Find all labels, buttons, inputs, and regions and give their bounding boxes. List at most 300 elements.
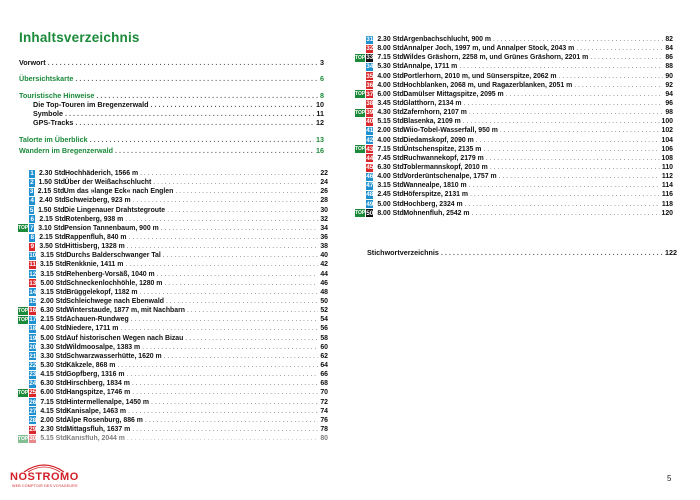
leader-dots bbox=[559, 73, 664, 80]
tour-row[interactable] bbox=[18, 407, 328, 416]
tour-name: Schneckenlochhöhle, 1280 m bbox=[66, 279, 163, 287]
tour-duration: 4.15 Std. bbox=[40, 407, 69, 415]
top-badge: TOP bbox=[18, 389, 29, 396]
tour-page: 38 bbox=[320, 243, 328, 251]
tour-row[interactable] bbox=[18, 425, 328, 434]
tour-number-badge: 9 bbox=[30, 243, 35, 251]
tour-duration: 2.45 Std. bbox=[377, 191, 406, 199]
tour-duration: 5.15 Std. bbox=[40, 435, 69, 443]
index-label: Stichwortverzeichnis bbox=[367, 248, 439, 257]
leader-dots bbox=[153, 179, 318, 186]
tour-duration: 3.30 Std. bbox=[40, 352, 69, 360]
tour-row[interactable] bbox=[18, 352, 328, 361]
leader-dots bbox=[469, 109, 663, 116]
tour-duration: 6.30 Std. bbox=[40, 307, 69, 315]
tour-duration: 4.00 Std. bbox=[377, 81, 406, 89]
tour-number-badge: 45 bbox=[366, 164, 374, 172]
index-entry[interactable] bbox=[367, 248, 677, 257]
tour-page: 60 bbox=[320, 343, 328, 351]
leader-dots bbox=[142, 344, 318, 351]
tour-page: 42 bbox=[320, 261, 328, 269]
tour-number-badge: 19 bbox=[29, 334, 37, 342]
tour-row[interactable] bbox=[355, 108, 673, 117]
tour-name: Renkknie, 1411 m bbox=[65, 261, 124, 269]
tour-page: 70 bbox=[320, 389, 328, 397]
tour-name: Glatthorn, 2134 m bbox=[403, 100, 462, 108]
tour-page: 30 bbox=[320, 206, 328, 214]
tour-number-badge: 12 bbox=[29, 270, 37, 278]
tour-duration: 2.15 Std. bbox=[37, 188, 67, 196]
tour-row[interactable] bbox=[18, 398, 328, 407]
tour-page: 64 bbox=[320, 362, 328, 370]
tour-duration: 2.30 Std. bbox=[38, 170, 68, 178]
tour-page: 96 bbox=[665, 100, 673, 108]
tour-number-badge: 46 bbox=[366, 173, 374, 181]
tour-name: Zafernhorn, 2107 m bbox=[403, 109, 467, 117]
leader-dots bbox=[131, 316, 319, 323]
tour-row[interactable] bbox=[18, 260, 328, 269]
tour-number-badge: 36 bbox=[366, 81, 374, 89]
tour-duration: 6.00 Std. bbox=[40, 389, 69, 397]
tour-name: Schwarzwasserhütte, 1620 m bbox=[66, 352, 162, 360]
tour-number-badge: 8 bbox=[30, 234, 35, 242]
leader-dots bbox=[459, 63, 663, 70]
tour-name: Hirschberg, 1834 m bbox=[66, 380, 130, 388]
tour-page: 118 bbox=[661, 200, 673, 208]
tour-name: Schleichwege nach Ebenwald bbox=[66, 298, 164, 306]
leader-dots bbox=[506, 91, 664, 98]
tour-duration: 1.50 Std. bbox=[38, 206, 67, 214]
tour-duration: 3.30 Std. bbox=[40, 343, 69, 351]
leader-dots bbox=[490, 164, 660, 171]
tour-name: Rotenberg, 938 m bbox=[65, 215, 124, 223]
tour-duration: 5.00 Std. bbox=[377, 200, 406, 208]
tour-name: Damülser Mittagspitze, 2095 m bbox=[403, 90, 504, 98]
tour-duration: 8.00 Std. bbox=[377, 45, 406, 53]
tour-name: Rappenfluh, 840 m bbox=[65, 234, 127, 242]
section-page: 16 bbox=[316, 146, 324, 156]
tour-number-badge: 3 bbox=[29, 188, 34, 196]
tour-number-badge: 1 bbox=[30, 170, 34, 178]
tour-row[interactable] bbox=[18, 388, 328, 397]
tour-number-badge: 39 bbox=[366, 109, 374, 117]
tour-number-badge: 17 bbox=[29, 316, 37, 324]
tour-duration: 2.15 Std. bbox=[39, 234, 68, 242]
tour-duration: 4.00 Std. bbox=[377, 72, 406, 80]
tour-duration: 2.00 Std. bbox=[40, 416, 69, 424]
tour-row[interactable] bbox=[355, 44, 673, 53]
tour-page: 52 bbox=[320, 307, 328, 315]
tour-duration: 4.00 Std. bbox=[377, 173, 406, 181]
tour-page: 78 bbox=[320, 426, 328, 433]
tour-row[interactable] bbox=[355, 117, 673, 126]
tour-duration: 5.15 Std. bbox=[377, 118, 406, 126]
tour-page: 68 bbox=[320, 380, 328, 388]
leader-dots bbox=[117, 362, 318, 369]
tour-number-badge: 27 bbox=[29, 407, 37, 415]
leader-dots bbox=[499, 173, 660, 180]
tour-duration: 1.50 Std. bbox=[38, 179, 67, 187]
tour-row[interactable] bbox=[18, 315, 328, 324]
tour-row[interactable] bbox=[18, 242, 328, 251]
tour-row[interactable] bbox=[18, 178, 328, 187]
tour-name: Um das »lange Eck« nach Englen bbox=[63, 188, 174, 196]
tour-row[interactable] bbox=[355, 136, 673, 145]
tour-number-badge: 44 bbox=[366, 154, 374, 162]
tour-page: 24 bbox=[320, 179, 328, 187]
leader-dots bbox=[476, 137, 660, 144]
tour-row[interactable] bbox=[18, 297, 328, 306]
tour-page: 94 bbox=[665, 90, 673, 98]
tour-page: 36 bbox=[320, 234, 328, 242]
tour-number-badge: 47 bbox=[366, 182, 374, 190]
tour-row[interactable] bbox=[355, 209, 673, 218]
tour-page: 116 bbox=[661, 191, 673, 199]
leader-dots bbox=[472, 210, 660, 217]
tour-name: Hangspitze, 1746 m bbox=[66, 389, 131, 397]
tour-row[interactable] bbox=[355, 154, 673, 163]
tour-duration: 7.15 Std. bbox=[40, 398, 69, 406]
leader-dots bbox=[469, 182, 660, 189]
leader-dots bbox=[164, 280, 318, 287]
tour-duration: 8.00 Std. bbox=[377, 209, 406, 217]
leader-dots bbox=[128, 408, 318, 415]
tour-page: 112 bbox=[661, 173, 673, 181]
top-badge: TOP bbox=[355, 54, 366, 61]
tour-name: Die Lingenauer Drahtstegroute bbox=[64, 206, 166, 214]
leader-dots bbox=[120, 325, 318, 332]
tour-row[interactable] bbox=[18, 343, 328, 352]
tour-row[interactable] bbox=[355, 35, 673, 44]
leader-dots bbox=[127, 371, 319, 378]
tour-row[interactable] bbox=[355, 172, 673, 181]
tour-duration: 2.00 Std. bbox=[377, 127, 406, 135]
tour-number-badge: 20 bbox=[29, 343, 37, 351]
leader-dots bbox=[574, 82, 663, 89]
section-label: Übersichtskarte bbox=[19, 74, 74, 84]
leader-dots bbox=[133, 197, 319, 204]
tour-name: Winterstaude, 1877 m, mit Nachbarn bbox=[66, 307, 185, 315]
tour-page: 40 bbox=[320, 252, 328, 260]
tour-page: 120 bbox=[661, 209, 673, 217]
tour-row[interactable] bbox=[355, 200, 673, 209]
tour-page: 34 bbox=[320, 224, 328, 232]
tour-page: 72 bbox=[320, 398, 328, 406]
tour-number-badge: 33 bbox=[366, 54, 374, 62]
section-label: Touristische Hinweise bbox=[19, 90, 95, 100]
section-label: Wandern im Bregenzerwald bbox=[19, 146, 113, 156]
tour-duration: 5.30 Std. bbox=[377, 63, 406, 71]
nostromo-logo bbox=[8, 461, 80, 493]
tour-duration: 2.15 Std. bbox=[40, 316, 69, 324]
tour-row[interactable] bbox=[18, 361, 328, 370]
leader-dots bbox=[157, 271, 319, 278]
tour-number-badge: 10 bbox=[29, 252, 37, 260]
tour-number-badge: 15 bbox=[29, 298, 37, 306]
tour-name: Höferspitze, 2131 m bbox=[403, 191, 469, 199]
leader-dots bbox=[463, 118, 660, 125]
tour-row[interactable] bbox=[355, 126, 673, 135]
top-badge: TOP bbox=[18, 225, 29, 232]
tour-number-badge: 28 bbox=[29, 416, 37, 424]
leader-dots bbox=[161, 225, 319, 232]
tour-row[interactable] bbox=[18, 288, 328, 297]
leader-dots bbox=[486, 155, 660, 162]
leader-dots bbox=[145, 417, 318, 424]
tour-name: Niedere, 1711 m bbox=[66, 325, 119, 333]
tour-row[interactable] bbox=[355, 90, 673, 99]
leader-dots bbox=[132, 380, 318, 387]
toc-section-row[interactable] bbox=[19, 91, 324, 100]
tour-row[interactable] bbox=[355, 190, 673, 199]
tour-name: Auf historischen Wegen nach Bizau bbox=[66, 334, 184, 342]
tour-name: Argenbachschlucht, 900 m bbox=[403, 36, 492, 44]
tour-duration: 4.15 Std. bbox=[40, 371, 69, 379]
tour-page: 54 bbox=[320, 316, 328, 324]
tour-number-badge: 2 bbox=[30, 179, 34, 187]
tour-row[interactable] bbox=[18, 416, 328, 425]
toc-section-row[interactable] bbox=[19, 146, 324, 155]
tour-list-left bbox=[18, 169, 328, 443]
leader-dots bbox=[175, 188, 318, 195]
leader-dots bbox=[140, 170, 318, 177]
tour-row[interactable] bbox=[18, 206, 328, 215]
tour-name: Portlerhorn, 2010 m, und Sünserspitze, 2062 m bbox=[403, 72, 557, 80]
tour-list-right bbox=[355, 35, 673, 218]
tour-page: 56 bbox=[320, 325, 328, 333]
leader-dots bbox=[151, 100, 314, 109]
tour-row[interactable] bbox=[18, 233, 328, 242]
leader-dots bbox=[96, 91, 318, 100]
tour-page: 22 bbox=[320, 170, 328, 178]
tour-page: 58 bbox=[320, 334, 328, 342]
tour-row[interactable] bbox=[355, 72, 673, 81]
tour-page: 82 bbox=[665, 36, 673, 44]
tour-name: Mittagsfluh, 1637 m bbox=[66, 426, 131, 433]
tour-name: Käkzele, 868 m bbox=[66, 362, 116, 370]
leader-dots bbox=[167, 207, 318, 214]
tour-number-badge: 5 bbox=[29, 206, 34, 214]
tour-duration: 2.30 Std. bbox=[377, 36, 406, 44]
tour-name: Hochberg, 2324 m bbox=[403, 200, 463, 208]
leader-dots bbox=[48, 58, 318, 67]
tour-row[interactable] bbox=[18, 224, 328, 233]
toc-section-row[interactable] bbox=[19, 135, 324, 144]
leader-dots bbox=[166, 298, 318, 305]
leader-dots bbox=[493, 36, 663, 43]
tour-row[interactable] bbox=[355, 62, 673, 71]
tour-number-badge: 50 bbox=[366, 209, 374, 217]
tour-row[interactable] bbox=[18, 324, 328, 333]
tour-page: 108 bbox=[661, 154, 673, 162]
tour-name: Annalpe, 1711 m bbox=[403, 63, 458, 71]
tour-row[interactable] bbox=[18, 196, 328, 205]
tour-row[interactable] bbox=[355, 181, 673, 190]
tour-name: Alpe Rosenburg, 886 m bbox=[66, 416, 143, 424]
tour-name: Wildes Gräshorn, 2258 m, und Grünes Gräshorn, 2201 m bbox=[403, 54, 589, 62]
page-title: Inhaltsverzeichnis bbox=[19, 30, 140, 45]
tour-row[interactable] bbox=[18, 215, 328, 224]
section-label: GPS-Tracks bbox=[33, 118, 74, 128]
tour-name: Achauen-Rundweg bbox=[66, 316, 129, 324]
top-badge: TOP bbox=[18, 435, 29, 442]
leader-dots bbox=[75, 118, 314, 127]
tour-number-badge: 13 bbox=[29, 279, 37, 287]
tour-name: Üntschenspitze, 2135 m bbox=[403, 145, 482, 153]
toc-section-row[interactable] bbox=[19, 58, 324, 67]
tour-name: Hochhäderich, 1566 m bbox=[64, 170, 139, 178]
tour-name: Rehenberg-Vorsäß, 1040 m bbox=[66, 270, 155, 278]
tour-name: Kanisalpe, 1463 m bbox=[66, 407, 127, 415]
tour-name: Gopfberg, 1316 m bbox=[66, 371, 125, 379]
leader-dots bbox=[590, 54, 663, 61]
tour-row[interactable] bbox=[355, 53, 673, 62]
tour-name: Schweizberg, 923 m bbox=[65, 197, 131, 205]
tour-number-badge: 29 bbox=[29, 426, 37, 433]
tour-name: Annalper Joch, 1997 m, und Annalper Stock, 2043 m bbox=[403, 45, 575, 53]
tour-number-badge: 18 bbox=[29, 325, 37, 333]
tour-duration: 4.30 Std. bbox=[377, 109, 406, 117]
toc-sections bbox=[19, 58, 324, 155]
tour-page: 28 bbox=[320, 197, 328, 205]
leader-dots bbox=[132, 426, 318, 433]
tour-number-badge: 4 bbox=[30, 197, 34, 205]
tour-page: 50 bbox=[320, 298, 328, 306]
tour-duration: 6.00 Std. bbox=[377, 90, 406, 98]
tour-number-badge: 25 bbox=[29, 389, 37, 397]
tour-row[interactable] bbox=[355, 99, 673, 108]
leader-dots bbox=[163, 252, 319, 259]
toc-section-row[interactable] bbox=[19, 118, 324, 127]
tour-number-badge: 11 bbox=[29, 261, 36, 269]
leader-dots bbox=[127, 243, 319, 250]
tour-duration: 7.15 Std. bbox=[377, 145, 406, 153]
toc-section-row[interactable] bbox=[19, 109, 324, 118]
tour-page: 86 bbox=[665, 54, 673, 62]
leader-dots bbox=[132, 389, 318, 396]
tour-row[interactable] bbox=[18, 169, 328, 178]
tour-number-badge: 30 bbox=[29, 435, 37, 443]
tour-page: 102 bbox=[661, 127, 673, 135]
tour-page: 100 bbox=[661, 118, 673, 126]
tour-row[interactable] bbox=[18, 251, 328, 260]
tour-duration: 3.15 Std. bbox=[40, 252, 69, 260]
tour-number-badge: 14 bbox=[29, 288, 37, 296]
tour-name: Wiio-Tobel-Wasserfall, 950 m bbox=[403, 127, 498, 135]
tour-row[interactable] bbox=[18, 379, 328, 388]
tour-duration: 7.15 Std. bbox=[377, 54, 406, 62]
leader-dots bbox=[115, 146, 314, 155]
tour-page: 66 bbox=[320, 371, 328, 379]
tour-number-badge: 40 bbox=[366, 118, 374, 126]
tour-duration: 3.10 Std. bbox=[38, 224, 67, 232]
leader-dots bbox=[483, 146, 659, 153]
section-label: Talorte im Überblick bbox=[19, 134, 88, 144]
tour-row[interactable] bbox=[355, 145, 673, 154]
leader-dots bbox=[500, 127, 660, 134]
tour-row[interactable] bbox=[355, 163, 673, 172]
section-label: Die Top-Touren im Bregenzerwald bbox=[33, 99, 149, 109]
tour-page: 88 bbox=[665, 63, 673, 71]
index-page: 122 bbox=[665, 248, 677, 257]
leader-dots bbox=[75, 74, 318, 83]
tour-page: 98 bbox=[665, 109, 673, 117]
section-page: 10 bbox=[316, 99, 324, 109]
toc-section-row[interactable] bbox=[19, 74, 324, 83]
tour-duration: 3.15 Std. bbox=[40, 288, 69, 296]
tour-page: 32 bbox=[320, 215, 328, 223]
tour-row[interactable] bbox=[18, 306, 328, 315]
logo-subtitle: WEB COMPTOIR DES VOYAGEURS bbox=[12, 484, 78, 488]
tour-page: 110 bbox=[661, 164, 673, 172]
tour-name: Diedamskopf, 2090 m bbox=[403, 136, 474, 144]
tour-number-badge: 48 bbox=[366, 191, 374, 199]
tour-number-badge: 35 bbox=[366, 72, 374, 80]
tour-name: Wildmoosalpe, 1383 m bbox=[66, 343, 141, 351]
tour-row[interactable] bbox=[18, 270, 328, 279]
leader-dots bbox=[125, 216, 318, 223]
tour-row[interactable] bbox=[18, 187, 328, 196]
leader-dots bbox=[187, 307, 318, 314]
tour-duration: 2.40 Std. bbox=[39, 197, 68, 205]
tour-number-badge: 6 bbox=[30, 215, 35, 223]
section-page: 11 bbox=[316, 109, 324, 119]
tour-name: Hochblanken, 2068 m, und Ragazerblanken, 2051 m bbox=[403, 81, 573, 89]
tour-duration: 3.45 Std. bbox=[377, 100, 406, 108]
tour-number-badge: 23 bbox=[29, 371, 37, 379]
tour-row[interactable] bbox=[18, 279, 328, 288]
leader-dots bbox=[65, 109, 314, 118]
tour-page: 76 bbox=[320, 416, 328, 424]
top-badge: TOP bbox=[18, 316, 29, 323]
leader-dots bbox=[185, 335, 318, 342]
leader-dots bbox=[127, 435, 318, 442]
tour-page: 48 bbox=[320, 288, 328, 296]
tour-number-badge: 34 bbox=[366, 63, 374, 71]
tour-number-badge: 22 bbox=[29, 362, 37, 370]
tour-page: 106 bbox=[661, 145, 673, 153]
tour-number-badge: 38 bbox=[366, 100, 374, 108]
tour-number-badge: 31 bbox=[366, 36, 374, 44]
tour-page: 80 bbox=[320, 435, 328, 443]
tour-name: Hittisberg, 1328 m bbox=[65, 243, 125, 251]
tour-page: 104 bbox=[661, 136, 673, 144]
top-badge: TOP bbox=[18, 307, 29, 314]
leader-dots bbox=[464, 100, 664, 107]
leader-dots bbox=[164, 353, 319, 360]
section-label: Vorwort bbox=[19, 58, 46, 67]
tour-name: Brüggelekopf, 1182 m bbox=[66, 288, 138, 296]
tour-row[interactable] bbox=[18, 434, 328, 443]
tour-page: 84 bbox=[665, 45, 673, 53]
leader-dots bbox=[465, 201, 660, 208]
tour-duration: 2.00 Std. bbox=[40, 298, 69, 306]
tour-name: Toblermannskopf, 2010 m bbox=[403, 164, 488, 172]
leader-dots bbox=[90, 135, 314, 144]
tour-name: Pension Tannenbaum, 900 m bbox=[64, 224, 159, 232]
tour-duration: 3.15 Std. bbox=[377, 182, 406, 190]
tour-name: Über der Weißachschlucht bbox=[64, 179, 152, 187]
tour-number-badge: 41 bbox=[366, 127, 374, 135]
tour-name: Blasenka, 2109 m bbox=[403, 118, 461, 126]
tour-duration: 2.30 Std. bbox=[40, 426, 69, 433]
toc-section-row[interactable] bbox=[19, 100, 324, 109]
tour-row[interactable] bbox=[18, 370, 328, 379]
leader-dots bbox=[576, 45, 663, 52]
tour-row[interactable] bbox=[18, 334, 328, 343]
tour-row[interactable] bbox=[355, 81, 673, 90]
section-page: 3 bbox=[320, 58, 324, 67]
